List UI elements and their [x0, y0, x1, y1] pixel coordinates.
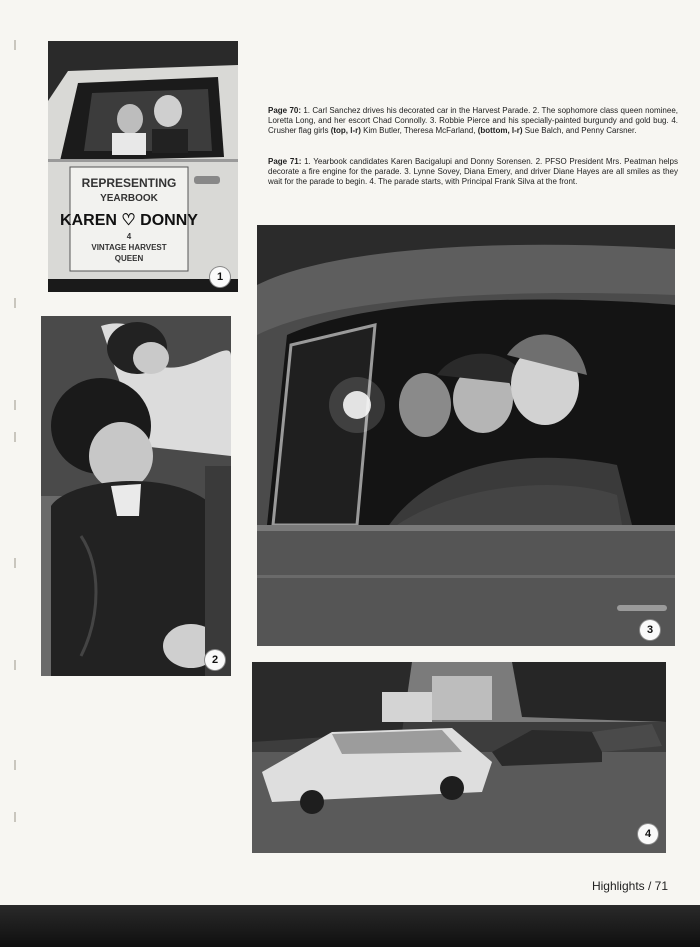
- photo-1-image: [48, 41, 238, 292]
- sign-line-3: KAREN ♡ DONNY: [60, 212, 198, 229]
- caption-page-71: Page 71: 1. Yearbook candidates Karen Bacigalupi and Donny Sorensen. 2. PFSO President Mrs. Peatman helps decorate a fire engine for the parade. 3. Lynne Sovey, Diana Emery, and driver Diane Hayes are all smiles as they wait for the parade to begin. 4. The parade starts, with Principal Frank Silva at the front.: [268, 157, 679, 187]
- page-edge-marks: [14, 40, 20, 880]
- photo-1-decorated-car: [48, 41, 238, 292]
- photo-number-badge: 3: [640, 620, 660, 640]
- caption-label: Page 70:: [268, 106, 302, 115]
- photo-number-badge: 2: [205, 650, 225, 670]
- caption-label: Page 71:: [268, 157, 302, 166]
- photo-4-image: [252, 662, 666, 853]
- sign-line-2: YEARBOOK: [100, 193, 158, 204]
- photo-number-badge: 1: [210, 267, 230, 287]
- photo-3-image: [257, 225, 675, 646]
- caption-page-70: Page 70: 1. Carl Sanchez drives his decorated car in the Harvest Parade. 2. The sophomore class queen nominee, Loretta Long, and her escort Chad Connolly. 3. Robbie Pierce and his specially-painted burgundy and gold bug. 4. Crusher flag girls (top, l-r) Kim Butler, Theresa McFarland, (bottom, l-r) Sue Balch, and Penny Carsner.: [268, 106, 678, 136]
- photo-number-badge: 4: [638, 824, 658, 844]
- photo-2-fire-engine-decorating: [41, 316, 231, 676]
- page-bottom-edge: [0, 905, 700, 947]
- sign-line-5: VINTAGE HARVEST: [91, 243, 167, 252]
- photo-3-girls-in-car: [257, 225, 675, 646]
- sign-line-6: QUEEN: [114, 254, 144, 263]
- sign-line-1: REPRESENTING: [81, 176, 177, 190]
- photo-2-image: [41, 316, 231, 676]
- page-folio: Highlights / 71: [591, 879, 668, 893]
- photo-4-parade-start: [252, 662, 666, 853]
- sign-line-4: 4: [126, 232, 132, 241]
